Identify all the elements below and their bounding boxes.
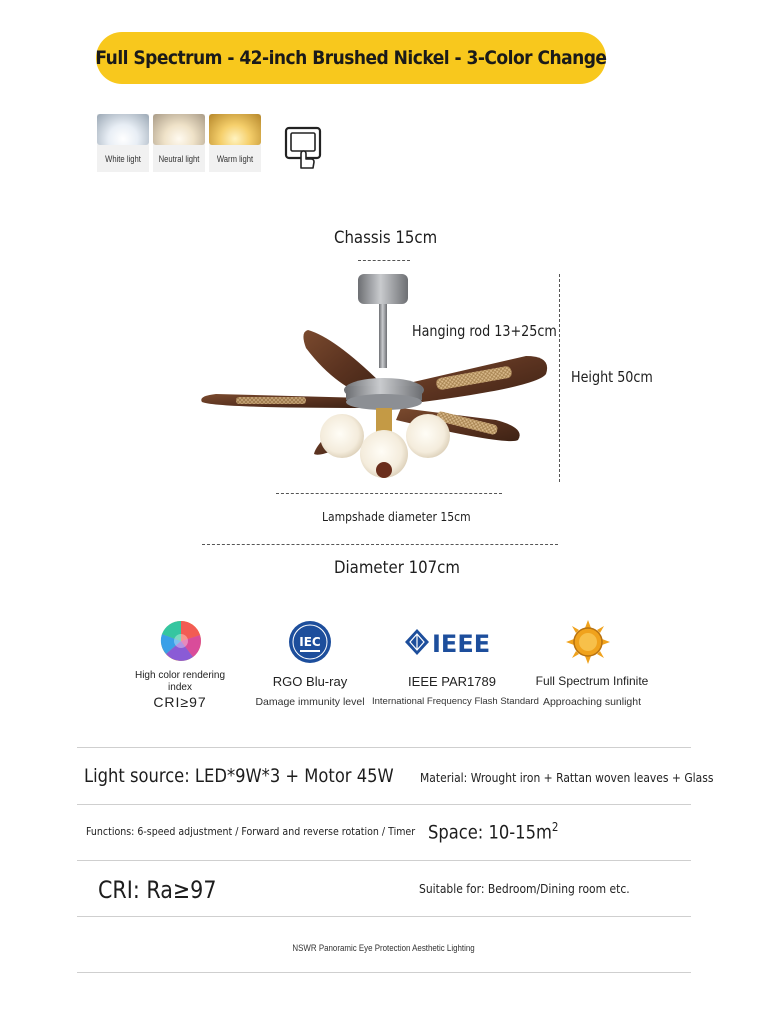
feature-sub: Damage immunity level [255, 696, 365, 708]
height-label: Height 50cm [571, 368, 653, 386]
lampshade-label: Lampshade diameter 15cm [322, 510, 471, 524]
table-divider [77, 860, 691, 861]
footer-tagline: NSWR Panoramic Eye Protection Aesthetic Lighting [292, 943, 476, 953]
hanging-rod-label: Hanging rod 13+25cm [412, 322, 557, 340]
feature-label: High color rendering index [134, 670, 226, 693]
iec-logo-icon [288, 620, 332, 664]
swatch-label: White light [105, 154, 141, 164]
spec-space-superscript: 2 [551, 820, 559, 834]
spec-cri: CRI: Ra≥97 [98, 876, 217, 904]
height-dimension-line [559, 274, 560, 482]
table-divider [77, 972, 691, 973]
feature-sub: International Frequency Flash Standard [372, 696, 539, 707]
diameter-dimension-line [202, 544, 558, 545]
table-divider [77, 916, 691, 917]
feature-main: IEEE PAR1789 [408, 674, 496, 689]
swatch-label: Neutral light [158, 154, 200, 164]
spec-space [428, 820, 558, 843]
swatch-white-light[interactable] [97, 114, 149, 172]
feature-main: CRI≥97 [153, 694, 207, 710]
lampshade-dimension-line [276, 493, 502, 494]
feature-main: Full Spectrum Infinite [535, 674, 649, 688]
spec-light-source: Light source: LED*9W*3 + Motor 45W [84, 765, 394, 787]
ieee-logo-text: IEEE [432, 630, 491, 658]
table-divider [77, 804, 691, 805]
table-divider [77, 747, 691, 748]
ieee-logo-icon [404, 628, 500, 658]
spec-functions: Functions: 6-speed adjustment / Forward and reverse rotation / Timer [86, 825, 416, 838]
white-light-chip [97, 114, 149, 145]
swatch-label: Warm light [216, 154, 254, 164]
feature-main: RGO Blu-ray [272, 674, 348, 689]
sun-icon [566, 620, 610, 664]
iec-logo-text: IEC [299, 635, 321, 649]
ceiling-fan-illustration [196, 268, 556, 484]
title-banner [96, 32, 606, 84]
feature-sub: Approaching sunlight [542, 696, 642, 708]
neutral-light-chip [153, 114, 205, 145]
warm-light-chip [209, 114, 261, 145]
chassis-dimension-line [358, 260, 410, 261]
spec-space-text: Space: 10-15m [428, 821, 552, 844]
touch-switch-icon [284, 126, 324, 170]
diameter-label: Diameter 107cm [334, 558, 460, 578]
footer-row [77, 938, 691, 956]
spec-suitable: Suitable for: Bedroom/Dining room etc. [419, 881, 630, 896]
swatch-warm-light[interactable] [209, 114, 261, 172]
color-wheel-icon [160, 620, 202, 662]
chassis-label: Chassis 15cm [334, 228, 438, 248]
swatch-neutral-light[interactable] [153, 114, 205, 172]
spec-material: Material: Wrought iron + Rattan woven leaves + Glass [420, 770, 714, 785]
page-title: Full Spectrum - 42-inch Brushed Nickel - 3-Color Change [95, 47, 607, 69]
light-mode-swatches [97, 114, 263, 172]
